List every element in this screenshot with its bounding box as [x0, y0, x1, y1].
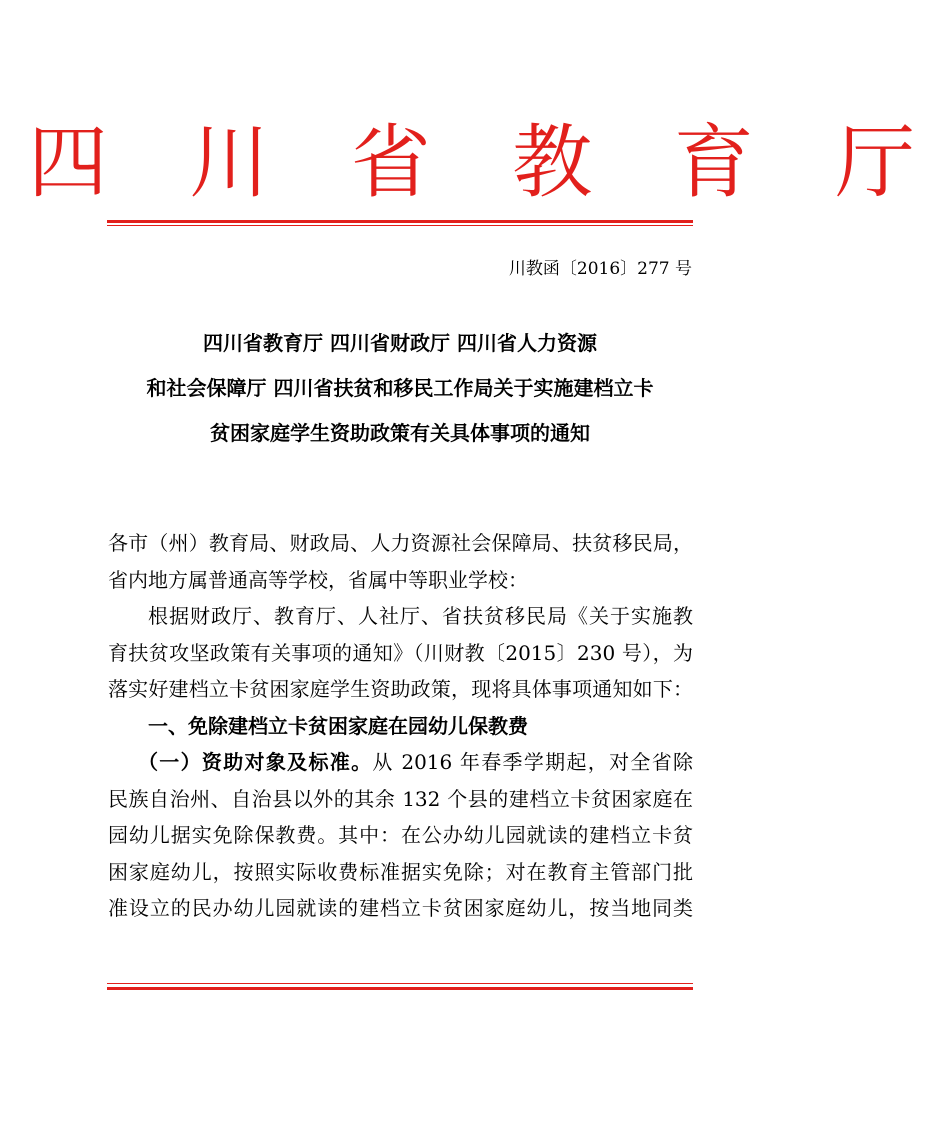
document-title — [80, 321, 720, 456]
document-number: 川教函〔2016〕277 号 — [508, 259, 692, 279]
footer-divider-thin — [107, 983, 693, 984]
subsection-text: 从 2016 年春季学期起，对全省除 — [372, 750, 693, 774]
document-title-line-1: 四川省教育厅 四川省财政厅 四川省人力资源 — [203, 331, 597, 355]
header-divider-thick — [107, 220, 693, 223]
paragraph-line: 根据财政厅、教育厅、人社厅、省扶贫移民局《关于实施教 — [148, 604, 693, 628]
header-divider-thin — [107, 225, 693, 226]
document-title-line-2: 和社会保障厅 四川省扶贫和移民工作局关于实施建档立卡 — [146, 376, 654, 400]
paragraph-line: 育扶贫攻坚政策有关事项的通知》（川财教〔2015〕230 号），为 — [108, 640, 693, 665]
paragraph-line: 落实好建档立卡贫困家庭学生资助政策，现将具体事项通知如下： — [108, 677, 693, 701]
paragraph-line: 准设立的民办幼儿园就读的建档立卡贫困家庭幼儿，按当地同类 — [108, 896, 693, 920]
agency-header-title: 四 川 省 教 育 厅 — [28, 116, 943, 209]
subsection-heading: （一）资助对象及标准。 — [138, 750, 373, 774]
paragraph-line: 民族自治州、自治县以外的其余 132 个县的建档立卡贫困家庭在 — [108, 786, 693, 811]
paragraph-line — [108, 744, 693, 781]
paragraph-line: 困家庭幼儿，按照实际收费标准据实免除；对在教育主管部门批 — [108, 859, 693, 884]
paragraph-line: 园幼儿据实免除保教费。其中：在公办幼儿园就读的建档立卡贫 — [108, 823, 693, 847]
document-body — [108, 525, 693, 927]
recipient-line-2: 省内地方属普通高等学校，省属中等职业学校： — [108, 567, 528, 592]
recipient-line-1: 各市（州）教育局、财政局、人力资源社会保障局、扶贫移民局， — [108, 531, 693, 555]
document-title-line-3: 贫困家庭学生资助政策有关具体事项的通知 — [210, 421, 590, 445]
section-heading: 一、免除建档立卡贫困家庭在园幼儿保教费 — [148, 713, 528, 738]
footer-divider-thick — [107, 987, 693, 990]
